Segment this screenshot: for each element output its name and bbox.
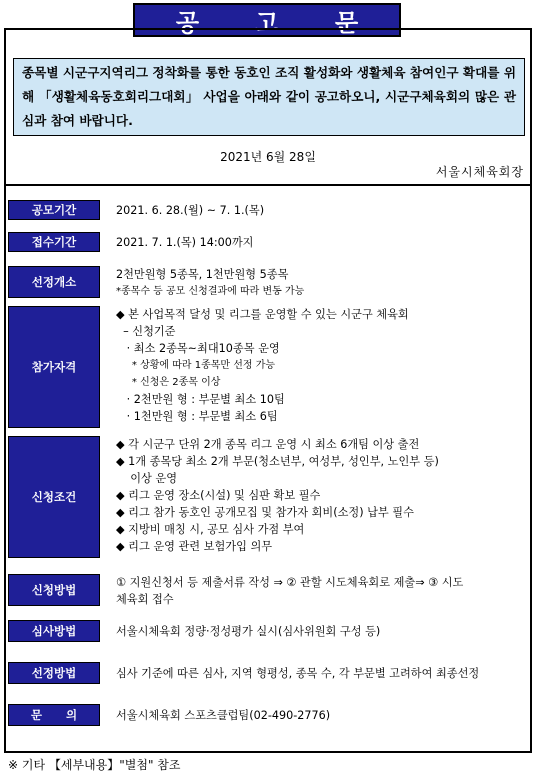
content-selection-method: 심사 기준에 따른 심사, 지역 형평성, 종목 수, 각 부문별 고려하여 최종선정 [116, 667, 480, 680]
label-selection-count: 선정개소 [8, 266, 100, 298]
label-method: 신청방법 [8, 574, 100, 606]
row-inquiry [6, 704, 530, 728]
row-deadline [6, 232, 530, 254]
label-eligibility: 참가자격 [8, 306, 100, 428]
divider [4, 184, 532, 186]
content-review: 서울시체육회 정량·정성평가 실시(심사위원회 구성 등) [116, 625, 381, 638]
label-period: 공모기간 [8, 200, 100, 220]
row-method [6, 574, 530, 608]
label-selection-method: 선정방법 [8, 662, 100, 684]
content-method: ① 지원신청서 등 제출서류 작성 ⇒ ② 관할 시도체육회로 제출⇒ ③ 시도 체육회 접수 [116, 576, 464, 606]
content-eligibility: ◆ 본 사업목적 달성 및 리그를 운영할 수 있는 시군구 체육회 – 신청기준 · 최소 2종목~최대10종목 운영 * 상황에 따라 1종목만 선정 가능 * 신청은 2종목 이상 · 2천만원 형 : 부문별 최소 10팀 · 1천만원 형 : 부문별 최소 6팀 [116, 308, 409, 423]
issuer: 서울시체육회장 [435, 165, 524, 179]
content-selection-count: 2천만원형 5종목, 1천만원형 5종목 *종목수 등 공모 신청결과에 따라 변동 가능 [116, 268, 305, 297]
content-deadline: 2021. 7. 1.(목) 14:00까지 [116, 236, 254, 249]
row-conditions [6, 436, 530, 560]
page-title: 공 고 문 [133, 3, 401, 37]
label-deadline: 접수기간 [8, 232, 100, 252]
content-period: 2021. 6. 28.(월) ~ 7. 1.(목) [116, 204, 265, 217]
intro-box: 종목별 시군구지역리그 정착화를 통한 동호인 조직 활성화와 생활체육 참여인구 확대를 위해 「생활체육동호회리그대회」 사업을 아래와 같이 공고하오니, 시군구체육회의 많은 관심과 참여 바랍니다. [13, 58, 525, 136]
content-inquiry: 서울시체육회 스포츠클럽팀(02-490-2776) [116, 709, 331, 722]
label-conditions: 신청조건 [8, 436, 100, 558]
row-selection-method [6, 662, 530, 686]
row-period [6, 200, 530, 222]
label-review: 심사방법 [8, 620, 100, 642]
content-conditions: ◆ 각 시군구 단위 2개 종목 리그 운영 시 최소 6개팀 이상 출전 ◆ 1개 종목당 최소 2개 부문(청소년부, 여성부, 성인부, 노인부 등) 이상 운영 ◆ 리그 운영 장소(시설) 및 심판 확보 필수 ◆ 리그 참가 동호인 공개모집 및 참가자 회비(소정) 납부 필수 ◆ 지방비 매칭 시, 공모 심사 가점 부여 ◆ 리그 운영 관련 보험가입 의무 [116, 438, 439, 553]
row-review [6, 620, 530, 644]
row-selection-count [6, 266, 530, 300]
footer-note: ※ 기타 【세부내용】"별첨" 참조 [8, 758, 181, 772]
label-inquiry: 문 의 [8, 704, 100, 726]
row-eligibility [6, 306, 530, 430]
notice-date: 2021년 6월 28일 [220, 150, 316, 164]
